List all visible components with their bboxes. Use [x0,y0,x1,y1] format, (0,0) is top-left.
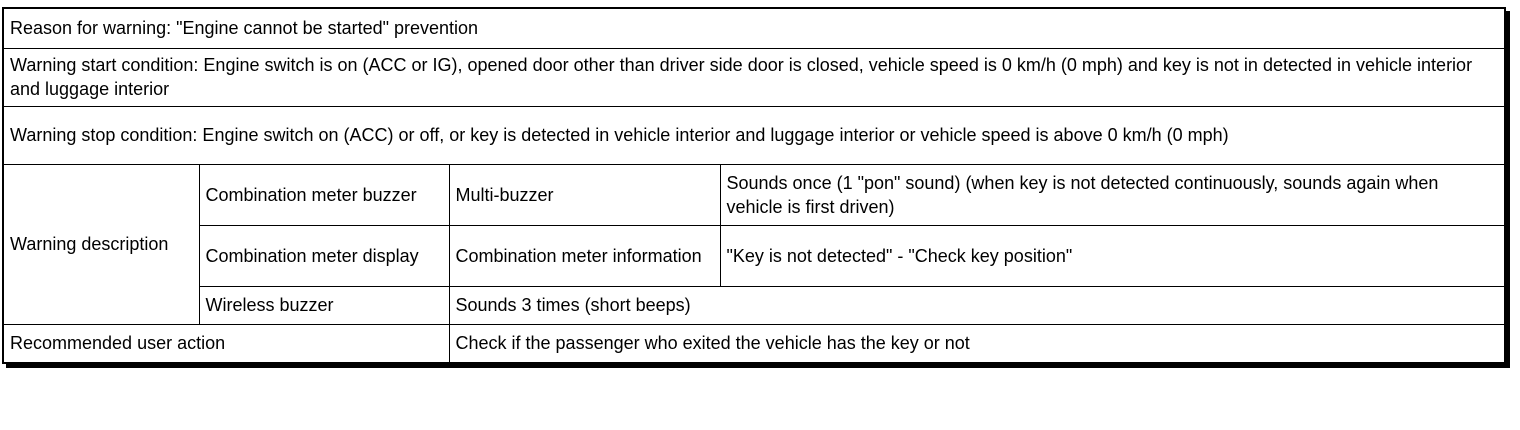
reason-cell: Reason for warning: "Engine cannot be started" prevention [3,8,1505,49]
table-row-wireless-buzzer [3,287,1505,325]
table-row-start-condition [3,49,1505,107]
table-row-stop-condition [3,107,1505,165]
detail-cell: Sounds once (1 "pon" sound) (when key is not detected continuously, sounds again when vehicle is first driven) [720,165,1505,226]
table-row-meter-display [3,226,1505,287]
table-row-reason [3,8,1505,49]
warning-description-label: Warning description [3,165,199,325]
user-action-value: Check if the passenger who exited the vehicle has the key or not [449,325,1505,364]
detail-cell: "Key is not detected" - "Check key position" [720,226,1505,287]
device-cell: Wireless buzzer [199,287,449,325]
table-row-user-action [3,325,1505,364]
detail-cell: Sounds 3 times (short beeps) [449,287,1505,325]
device-cell: Combination meter display [199,226,449,287]
user-action-label: Recommended user action [3,325,449,364]
start-condition-cell: Warning start condition: Engine switch is on (ACC or IG), opened door other than driver side door is closed, vehicle speed is 0 km/h (0 mph) and key is not in detected in vehicle interior and luggage interior [3,49,1505,107]
type-cell: Combination meter information [449,226,720,287]
type-cell: Multi-buzzer [449,165,720,226]
stop-condition-cell: Warning stop condition: Engine switch on (ACC) or off, or key is detected in vehicle interior and luggage interior or vehicle speed is above 0 km/h (0 mph) [3,107,1505,165]
warning-table [2,7,1506,364]
table-row-meter-buzzer [3,165,1505,226]
device-cell: Combination meter buzzer [199,165,449,226]
